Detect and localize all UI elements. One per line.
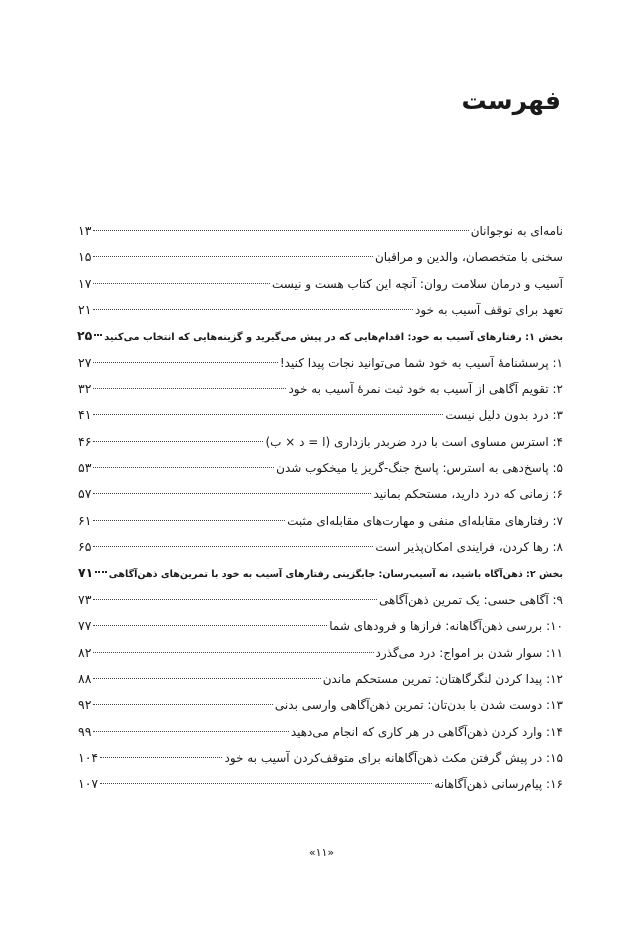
toc-entry-title: ۱۰: بررسی ذهن‌آگاهانه: فرازها و فرودهای شما xyxy=(329,619,563,634)
toc-entry-page: ۸۲ xyxy=(78,644,92,660)
toc-entry-title: ۲: تقویم آگاهی از آسیب به خود ثبت نمرهٔ آسیب به خود xyxy=(288,382,563,397)
dot-leader xyxy=(93,309,413,310)
toc-entry-page: ۸۸ xyxy=(78,670,92,686)
toc-entry-page: ۹۲ xyxy=(78,697,92,713)
toc-entry-title: ۱۶: پیام‌رسانی ذهن‌آگاهانه xyxy=(434,777,563,792)
toc-entry-title: ۱: پرسشنامهٔ آسیب به خود شما می‌توانید نجات پیدا کنید! xyxy=(279,355,563,370)
dot-leader xyxy=(100,757,222,758)
toc-entry xyxy=(78,771,563,797)
toc-entry xyxy=(78,402,563,428)
dot-leader xyxy=(93,493,371,494)
toc-entry-page: ۶۱ xyxy=(78,512,92,528)
toc-entry xyxy=(78,376,563,402)
toc-entry-title: ۴: استرس مساوی است با درد ضربدر بازداری (ا = د × ب) xyxy=(265,434,563,449)
toc-entry-title: ۹: آگاهی حسی: یک تمرین ذهن‌آگاهی xyxy=(378,592,563,607)
dot-leader xyxy=(93,625,327,626)
toc-entry xyxy=(78,271,563,297)
toc-entry-page: ۲۷ xyxy=(78,354,92,370)
toc-entry xyxy=(78,350,563,376)
dot-leader xyxy=(93,652,373,653)
dot-leader xyxy=(93,599,377,600)
toc-entry-title: ۶: زمانی که درد دارید، مستحکم بمانید xyxy=(373,487,563,502)
toc-entry-page: ۱۷ xyxy=(78,275,92,291)
dot-leader xyxy=(93,283,270,284)
toc-entry-title: سخنی با متخصصان، والدین و مراقبان xyxy=(374,250,563,265)
toc-entry xyxy=(78,745,563,771)
toc-entry xyxy=(78,613,563,639)
toc-entry xyxy=(78,508,563,534)
toc-entry-page: ۱۳ xyxy=(78,223,92,238)
toc-entry-page: ۷۷ xyxy=(78,618,92,634)
page-title: فهرست xyxy=(461,86,561,115)
toc-entry xyxy=(78,587,563,613)
toc-entry-page: ۳۲ xyxy=(78,381,92,397)
dot-leader xyxy=(93,441,263,442)
toc-entry-title: ۵: پاسخ‌دهی به استرس: پاسخ جنگ-گریز یا میخکوب شدن xyxy=(276,461,563,476)
dot-leader xyxy=(93,546,373,547)
dot-leader xyxy=(93,467,274,468)
toc-entry-title: ۷: رفتارهای مقابله‌ای منفی و مهارت‌های مقابله‌ای مثبت xyxy=(287,513,563,528)
toc-entry-page: ۵۷ xyxy=(78,486,92,502)
toc-entry xyxy=(78,481,563,507)
toc-entry-title: بخش ۱: رفتارهای آسیب به خود: اقدام‌هایی که در پیش می‌گیرید و گزینه‌هایی که انتخاب می‌کنید xyxy=(104,332,563,344)
toc-entry xyxy=(78,244,563,270)
toc-entry xyxy=(78,640,563,666)
toc-entry-page: ۴۱ xyxy=(78,407,92,423)
toc-entry-title: ۳: درد بدون دلیل نیست xyxy=(445,408,563,423)
toc-entry-title: آسیب و درمان سلامت روان: آنچه این کتاب هست و نیست xyxy=(272,276,563,291)
table-of-contents xyxy=(78,218,563,798)
toc-entry-title: ۱۳: دوست شدن با بدن‌تان: تمرین ذهن‌آگاهی وارسی بدنی xyxy=(274,698,563,713)
dot-leader xyxy=(100,783,432,784)
toc-entry-page: ۷۳ xyxy=(78,591,92,607)
dot-leader xyxy=(93,414,443,415)
dot-leader xyxy=(93,230,468,231)
dot-leader xyxy=(93,388,286,389)
toc-entry-page: ۱۰۷ xyxy=(78,776,99,792)
toc-entry-page: ۲۵ xyxy=(77,328,93,344)
dot-leader xyxy=(93,362,277,363)
dot-leader xyxy=(94,334,102,336)
page-number: «۱۱» xyxy=(308,846,335,859)
toc-entry-title: بخش ۲: ذهن‌آگاه باشید، نه آسیب‌رسان: جایگزینی رفتارهای آسیب به خود با تمرین‌های ذهن‌آگاهی xyxy=(108,569,563,581)
dot-leader xyxy=(93,704,272,705)
dot-leader xyxy=(93,256,373,257)
toc-entry xyxy=(78,719,563,745)
toc-entry-page: ۶۵ xyxy=(78,539,92,555)
toc-entry-title: ۱۱: سوار شدن بر امواج: درد می‌گذرد xyxy=(375,645,563,660)
toc-entry-title: نامه‌ای به نوجوانان xyxy=(470,224,563,238)
toc-entry-page: ۲۱ xyxy=(78,302,92,318)
toc-entry-title: ۱۴: وارد کردن ذهن‌آگاهی در هر کاری که انجام می‌دهید xyxy=(290,724,563,739)
toc-entry xyxy=(78,692,563,718)
dot-leader xyxy=(93,520,285,521)
toc-entry-page: ۴۶ xyxy=(78,433,92,449)
toc-entry xyxy=(78,429,563,455)
dot-leader xyxy=(93,678,320,679)
toc-entry-title: ۸: رها کردن، فرایندی امکان‌پذیر است xyxy=(375,540,563,555)
toc-entry-page: ۱۵ xyxy=(78,249,92,265)
toc-section-heading xyxy=(78,560,563,586)
toc-entry-page: ۹۹ xyxy=(78,723,92,739)
dot-leader xyxy=(93,731,288,732)
toc-entry-page: ۱۰۴ xyxy=(78,749,99,765)
toc-entry-title: تعهد برای توقف آسیب به خود xyxy=(415,303,563,318)
toc-entry xyxy=(78,218,563,244)
toc-entry xyxy=(78,534,563,560)
toc-entry xyxy=(78,666,563,692)
toc-entry xyxy=(78,297,563,323)
toc-entry xyxy=(78,455,563,481)
toc-entry-page: ۷۱ xyxy=(78,565,94,581)
toc-entry-title: ۱۵: در پیش گرفتن مکث ذهن‌آگاهانه برای متوقف‌کردن آسیب به خود xyxy=(224,750,563,765)
dot-leader xyxy=(95,571,106,573)
toc-entry-title: ۱۲: پیدا کردن لنگرگاهتان: تمرین مستحکم ماندن xyxy=(322,671,563,686)
toc-entry-page: ۵۳ xyxy=(78,460,92,476)
toc-section-heading xyxy=(78,323,563,349)
